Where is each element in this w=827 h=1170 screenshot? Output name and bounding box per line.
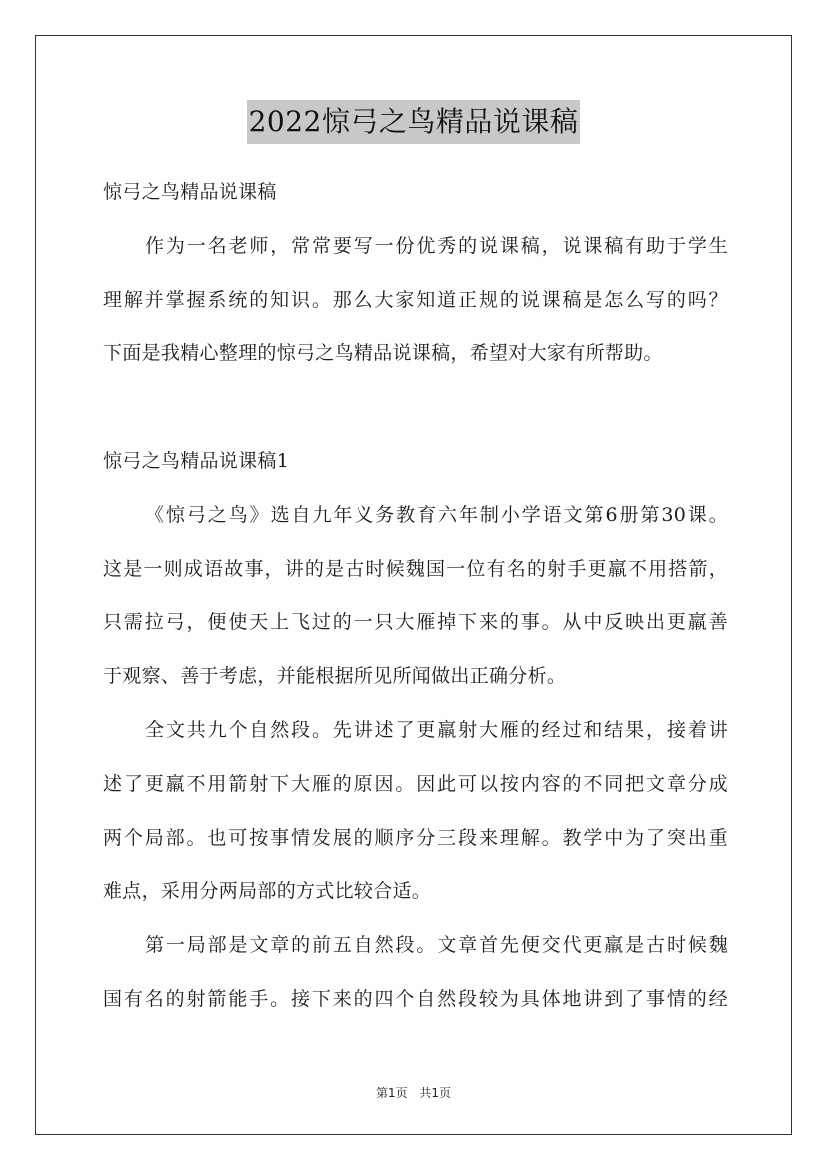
section-heading: 惊弓之鸟精品说课稿1 bbox=[103, 449, 290, 472]
page-total: 共1页 bbox=[419, 1086, 452, 1100]
page-footer bbox=[0, 1084, 827, 1101]
paragraph1-line: 于观察、善于考虑，并能根据所见所闻做出正确分析。 bbox=[103, 665, 567, 688]
intro-line: 下面是我精心整理的惊弓之鸟精品说课稿，希望对大家有所帮助。 bbox=[103, 342, 663, 365]
intro-line: 理解并掌握系统的知识。那么大家知道正规的说课稿是怎么写的吗？ bbox=[103, 288, 728, 311]
intro-line: 作为一名老师，常常要写一份优秀的说课稿，说课稿有助于学生 bbox=[145, 234, 728, 257]
title-container bbox=[0, 100, 827, 144]
paragraph2-line: 述了更羸不用箭射下大雁的原因。因此可以按内容的不同把文章分成 bbox=[103, 772, 728, 795]
paragraph1-line: 只需拉弓，便使天上飞过的一只大雁掉下来的事。从中反映出更羸善 bbox=[103, 611, 728, 634]
document-body bbox=[103, 166, 728, 1027]
paragraph3-line: 国有名的射箭能手。接下来的四个自然段较为具体地讲到了事情的经 bbox=[103, 987, 728, 1010]
blank-line bbox=[103, 381, 728, 435]
document-subtitle: 惊弓之鸟精品说课稿 bbox=[103, 181, 277, 203]
paragraph3-line: 第一局部是文章的前五自然段。文章首先便交代更羸是古时候魏 bbox=[145, 934, 728, 957]
document-title: 2022惊弓之鸟精品说课稿 bbox=[247, 100, 581, 144]
paragraph2-line: 难点，采用分两局部的方式比较合适。 bbox=[103, 880, 432, 903]
paragraph2-line: 全文共九个自然段。先讲述了更羸射大雁的经过和结果，接着讲 bbox=[145, 718, 728, 741]
page-number: 第1页 bbox=[375, 1086, 408, 1100]
paragraph1-line: 这是一则成语故事，讲的是古时候魏国一位有名的射手更羸不用搭箭， bbox=[103, 557, 728, 580]
paragraph2-line: 两个局部。也可按事情发展的顺序分三段来理解。教学中为了突出重 bbox=[103, 826, 728, 849]
paragraph1-line: 《惊弓之鸟》选自九年义务教育六年制小学语文第6册第30课。 bbox=[145, 503, 728, 526]
